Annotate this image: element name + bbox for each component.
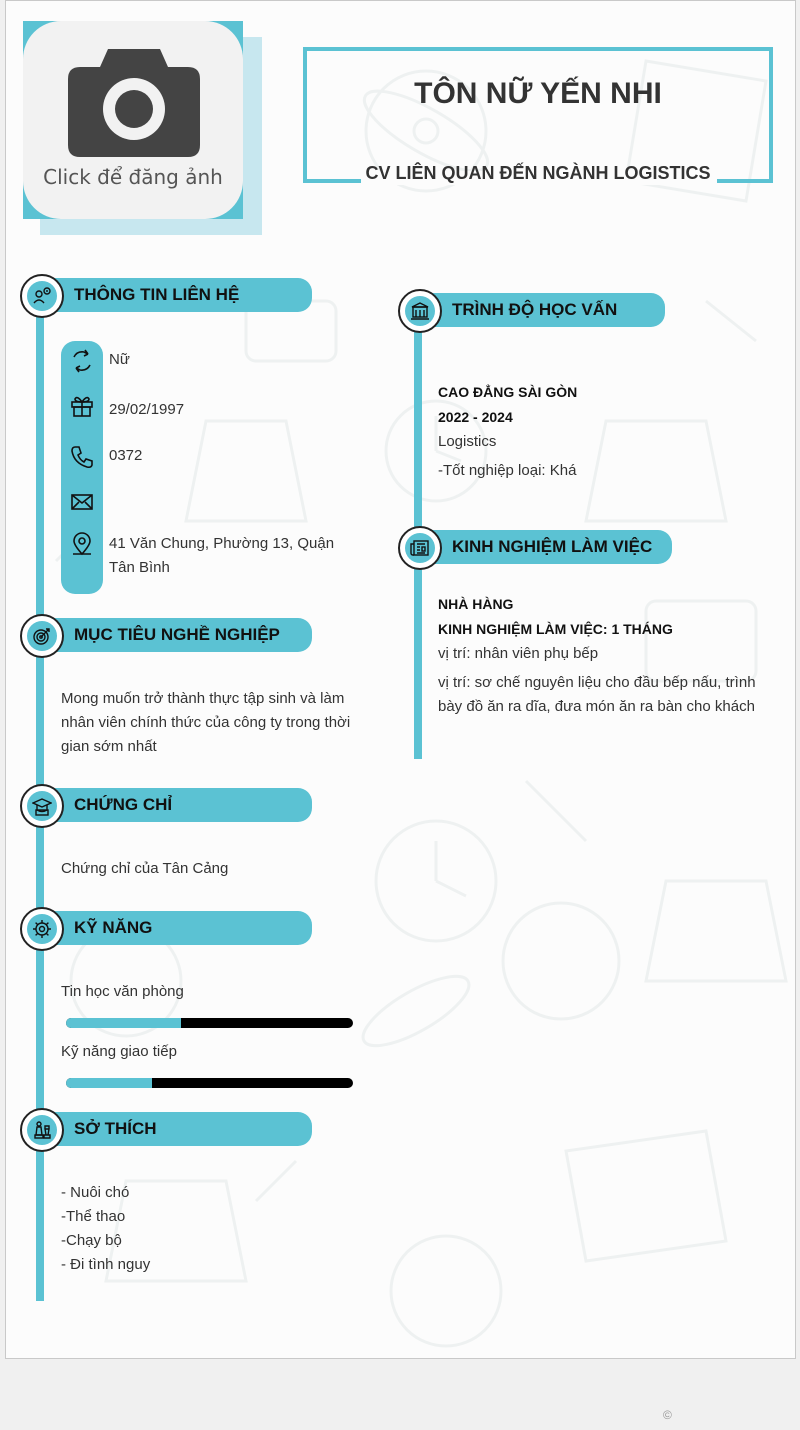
education-years: 2022 - 2024 (438, 409, 513, 425)
copyright-mark: © (663, 1408, 672, 1422)
education-major: Logistics (438, 433, 497, 450)
contact-birthday: 29/02/1997 (109, 401, 185, 418)
section-experience-title: KINH NGHIỆM LÀM VIỆC (452, 537, 653, 556)
skill-progress-fill (66, 1078, 152, 1088)
hobby-item: -Thể thao (61, 1208, 126, 1225)
education-result: -Tốt nghiệp loại: Khá (438, 462, 577, 479)
section-certificates-title: CHỨNG CHỈ (74, 795, 173, 814)
gift-icon (69, 393, 95, 419)
section-skills-title: KỸ NĂNG (74, 918, 153, 937)
skill-progress-fill (66, 1018, 181, 1028)
candidate-name: TÔN NỮ YẾN NHI (414, 77, 662, 110)
experience-duration: KINH NGHIỆM LÀM VIỆC: 1 THÁNG (438, 621, 673, 637)
objective-text: Mong muốn trở thành thực tập sinh và làm nhân viên chính thức của công ty trong thời gian sớm nhất (61, 690, 351, 755)
skill-progress-bar (66, 1018, 353, 1028)
skill-progress-bar (66, 1078, 353, 1088)
contact-gender: Nữ (109, 351, 130, 368)
section-contact-title: THÔNG TIN LIÊN HỆ (74, 285, 240, 304)
section-education-title: TRÌNH ĐỘ HỌC VẤN (452, 300, 618, 319)
camera-icon (68, 43, 200, 159)
contact-icon (32, 286, 52, 306)
school-icon (410, 301, 430, 321)
gender-icon (69, 348, 95, 374)
photo-caption: Click để đăng ảnh (43, 165, 223, 189)
email-icon (69, 489, 95, 515)
contact-phone: 0372 (109, 447, 143, 464)
name-box (303, 47, 773, 183)
graduation-cap-icon (32, 796, 52, 816)
cv-subtitle: CV LIÊN QUAN ĐẾN NGÀNH LOGISTICS (365, 163, 711, 183)
section-objective-title: MỤC TIÊU NGHỀ NGHIỆP (74, 625, 280, 644)
hobby-item: -Chạy bộ (61, 1232, 122, 1249)
experience-company: NHÀ HÀNG (438, 596, 514, 612)
education-school: CAO ĐẲNG SÀI GÒN (438, 384, 578, 400)
target-icon (32, 626, 52, 646)
contact-address: 41 Văn Chung, Phường 13, Quận Tân Bình (109, 535, 335, 576)
skill-name: Tin học văn phòng (61, 983, 184, 1000)
experience-description: vị trí: sơ chế nguyên liệu cho đầu bếp nấu, trình bày đồ ăn ra dĩa, đưa món ăn ra bàn cho khách (438, 674, 756, 715)
phone-icon (69, 444, 95, 470)
gear-icon (32, 919, 52, 939)
hobby-item: - Đi tình nguy (61, 1256, 151, 1273)
newspaper-icon (410, 538, 430, 558)
experience-position: vị trí: nhân viên phụ bếp (438, 645, 599, 662)
chess-icon (32, 1120, 52, 1140)
skill-name: Kỹ năng giao tiếp (61, 1043, 177, 1060)
photo-upload[interactable] (23, 21, 243, 219)
cv-sheet (5, 0, 796, 1359)
hobby-item: - Nuôi chó (61, 1184, 130, 1201)
certificate-text: Chứng chỉ của Tân Cảng (61, 860, 229, 877)
section-hobbies-title: SỞ THÍCH (74, 1119, 157, 1138)
location-icon (69, 532, 95, 558)
